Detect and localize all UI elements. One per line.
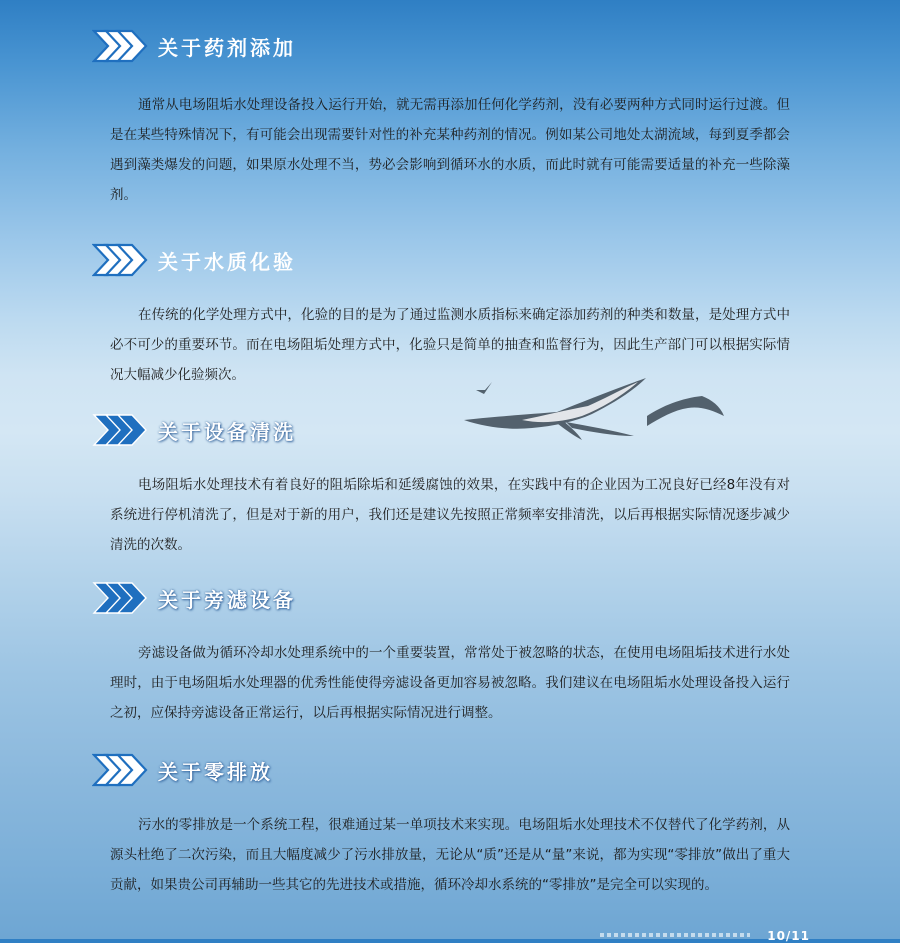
section-title: 关于药剂添加 bbox=[158, 35, 296, 60]
section-heading bbox=[92, 752, 273, 788]
section-paragraph: 通常从电场阻垢水处理设备投入运行开始，就无需再添加任何化学药剂，没有必要两种方式同时运行过渡。但是在某些特殊情况下，有可能会出现需要针对性的补充某种药剂的情况。例如某公司地处太湖流域，每到夏季都会遇到藻类爆发的问题，如果原水处理不当，势必会影响到循环水的水质，而此时就有可能需要适量的补充一些除藻剂。 bbox=[110, 97, 790, 203]
section-paragraph: 旁滤设备做为循环冷却水处理系统中的一个重要装置，常常处于被忽略的状态，在使用电场阻垢技术进行水处理时，由于电场阻垢水处理器的优秀性能使得旁滤设备更加容易被忽略。我们建议在电场阻垢水处理设备投入运行之初，应保持旁滤设备正常运行，以后再根据实际情况进行调整。 bbox=[110, 645, 790, 721]
footer-decoration bbox=[600, 933, 750, 937]
section-paragraph: 在传统的化学处理方式中，化验的目的是为了通过监测水质指标来确定添加药剂的种类和数量，是处理方式中必不可少的重要环节。而在电场阻垢处理方式中，化验只是简单的抽查和监督行为，因此生产部门可以根据实际情况大幅减少化验频次。 bbox=[110, 307, 790, 383]
flying-birds-illustration bbox=[462, 376, 732, 446]
triple-chevron-icon bbox=[92, 242, 148, 278]
triple-chevron-icon bbox=[92, 580, 148, 616]
section-title: 关于旁滤设备 bbox=[158, 587, 296, 612]
section-heading bbox=[92, 412, 296, 448]
section-paragraph: 电场阻垢水处理技术有着良好的阻垢除垢和延缓腐蚀的效果，在实践中有的企业因为工况良好已经8年没有对系统进行停机清洗了，但是对于新的用户，我们还是建议先按照正常频率安排清洗，以后再根据实际情况逐步减少清洗的次数。 bbox=[110, 477, 790, 553]
section-heading bbox=[92, 580, 296, 616]
triple-chevron-icon bbox=[92, 752, 148, 788]
section-title: 关于设备清洗 bbox=[158, 419, 296, 444]
section-heading bbox=[92, 242, 296, 278]
section-title: 关于水质化验 bbox=[158, 249, 296, 274]
triple-chevron-icon bbox=[92, 412, 148, 448]
section-paragraph: 污水的零排放是一个系统工程，很难通过某一单项技术来实现。电场阻垢水处理技术不仅替代了化学药剂，从源头杜绝了二次污染，而且大幅度减少了污水排放量，无论从“质”还是从“量”来说，都为实现“零排放”做出了重大贡献，如果贵公司再辅助一些其它的先进技术或措施，循环冷却水系统的“零排放”是完全可以实现的。 bbox=[110, 817, 790, 893]
triple-chevron-icon bbox=[92, 28, 148, 64]
section-title: 关于零排放 bbox=[158, 759, 273, 784]
section-heading bbox=[92, 28, 296, 64]
page-number: 10/11 bbox=[767, 929, 810, 943]
